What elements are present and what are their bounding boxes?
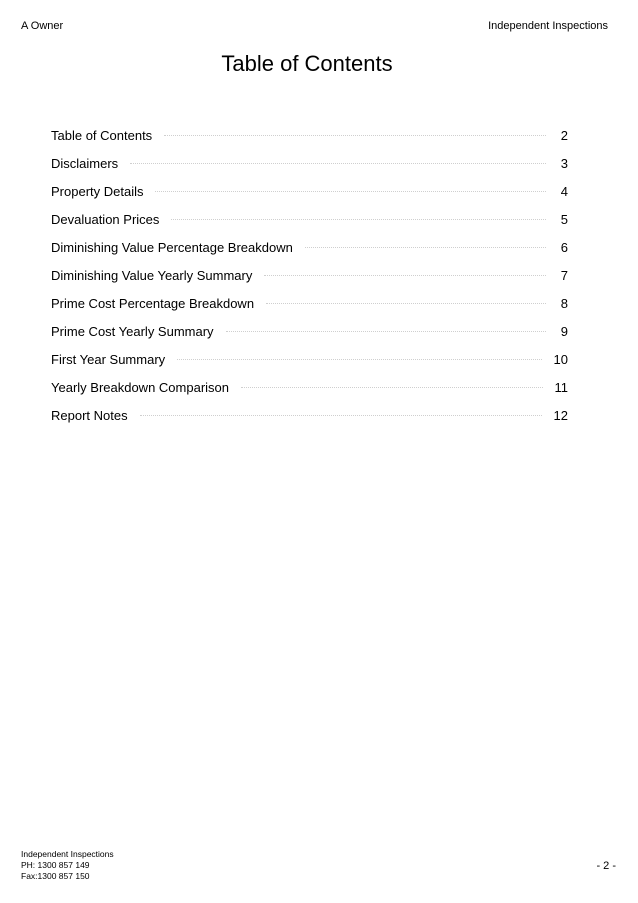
- toc-entry-label: Devaluation Prices: [51, 212, 160, 227]
- toc-dot-leader: [171, 219, 546, 220]
- header-company-name: Independent Inspections: [488, 20, 608, 32]
- toc-entry-page: 5: [560, 212, 568, 227]
- toc-entry-label: Property Details: [51, 184, 144, 199]
- toc-dot-leader: [226, 331, 546, 332]
- toc-dot-leader: [164, 135, 546, 136]
- toc-entry-label: Yearly Breakdown Comparison: [51, 380, 230, 395]
- toc-entry[interactable]: [51, 350, 568, 378]
- toc-entry[interactable]: [51, 182, 568, 210]
- page-title: Table of Contents: [221, 51, 393, 76]
- toc-dot-leader: [155, 191, 546, 192]
- toc-dot-leader: [177, 359, 541, 360]
- toc-entry-page: 8: [560, 296, 568, 311]
- toc-dot-leader: [264, 275, 546, 276]
- footer-company-name: Independent Inspections: [21, 849, 114, 859]
- toc-entry[interactable]: [51, 154, 568, 182]
- toc-entry[interactable]: [51, 378, 568, 406]
- toc-entry[interactable]: [51, 322, 568, 350]
- toc-entry-page: 12: [553, 408, 568, 423]
- toc-entry-label: Prime Cost Yearly Summary: [51, 324, 214, 339]
- toc-entry-label: Table of Contents: [51, 128, 153, 143]
- toc-dot-leader: [241, 387, 542, 388]
- toc-entry-label: Diminishing Value Yearly Summary: [51, 268, 253, 283]
- toc-entry-page: 9: [560, 324, 568, 339]
- toc-entry-page: 4: [560, 184, 568, 199]
- page-number: - 2 -: [596, 860, 616, 872]
- toc-entry-page: 3: [560, 156, 568, 171]
- toc-dot-leader: [140, 415, 542, 416]
- toc-entry-label: Disclaimers: [51, 156, 119, 171]
- footer-fax: Fax:1300 857 150: [21, 871, 90, 881]
- footer-contact-block: [21, 849, 114, 882]
- toc-entry-label: Diminishing Value Percentage Breakdown: [51, 240, 293, 255]
- toc-entry[interactable]: [51, 126, 568, 154]
- toc-entry-label: Report Notes: [51, 408, 128, 423]
- toc-entry[interactable]: [51, 210, 568, 238]
- toc-entry[interactable]: [51, 294, 568, 322]
- toc-entry[interactable]: [51, 238, 568, 266]
- toc-entry-label: First Year Summary: [51, 352, 166, 367]
- toc-entry-page: 2: [560, 128, 568, 143]
- toc-entry-label: Prime Cost Percentage Breakdown: [51, 296, 255, 311]
- toc-entry-page: 7: [560, 268, 568, 283]
- table-of-contents: [51, 126, 568, 434]
- toc-entry-page: 11: [554, 380, 568, 395]
- toc-dot-leader: [305, 247, 546, 248]
- footer-phone: PH: 1300 857 149: [21, 860, 90, 870]
- toc-entry-page: 6: [560, 240, 568, 255]
- toc-dot-leader: [130, 163, 546, 164]
- toc-entry[interactable]: [51, 266, 568, 294]
- toc-entry-page: 10: [553, 352, 568, 367]
- toc-dot-leader: [266, 303, 546, 304]
- header-owner-name: A Owner: [21, 20, 64, 32]
- toc-entry[interactable]: [51, 406, 568, 434]
